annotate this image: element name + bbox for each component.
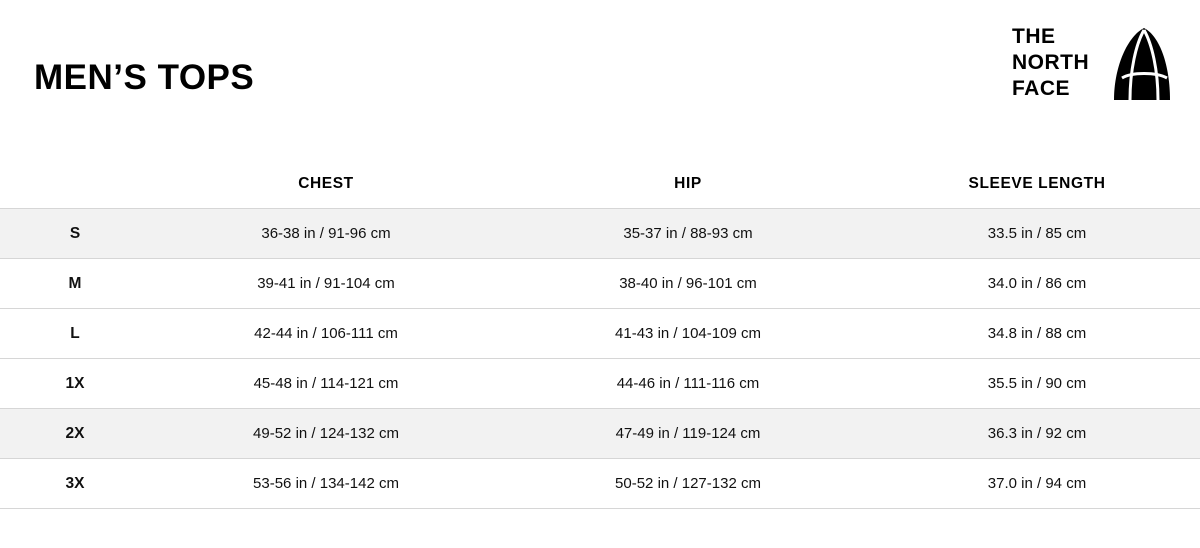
- cell-sleeve: 34.8 in / 88 cm: [874, 309, 1200, 359]
- cell-chest: 42-44 in / 106-111 cm: [150, 309, 502, 359]
- cell-chest: 45-48 in / 114-121 cm: [150, 359, 502, 409]
- cell-hip: 50-52 in / 127-132 cm: [502, 459, 874, 509]
- cell-hip: 38-40 in / 96-101 cm: [502, 259, 874, 309]
- cell-chest: 53-56 in / 134-142 cm: [150, 459, 502, 509]
- cell-sleeve: 34.0 in / 86 cm: [874, 259, 1200, 309]
- table-body: [0, 209, 1200, 509]
- cell-size: 2X: [0, 409, 150, 459]
- size-chart-table: [0, 160, 1200, 509]
- cell-hip: 44-46 in / 111-116 cm: [502, 359, 874, 409]
- cell-size: L: [0, 309, 150, 359]
- table-header: [0, 160, 1200, 209]
- table-bottom-divider: [0, 508, 1200, 509]
- cell-hip: 47-49 in / 119-124 cm: [502, 409, 874, 459]
- column-header-chest: CHEST: [150, 160, 502, 209]
- table-row: [0, 459, 1200, 509]
- table-row: [0, 259, 1200, 309]
- table-row: [0, 209, 1200, 259]
- svg-text:THE: THE: [1012, 25, 1056, 48]
- the-north-face-logo: [1010, 22, 1170, 110]
- cell-size: S: [0, 209, 150, 259]
- table-row: [0, 309, 1200, 359]
- cell-hip: 35-37 in / 88-93 cm: [502, 209, 874, 259]
- table-header-row: [0, 160, 1200, 209]
- table-row: [0, 409, 1200, 459]
- svg-text:NORTH: NORTH: [1012, 51, 1090, 74]
- column-header-sleeve-length: SLEEVE LENGTH: [874, 160, 1200, 209]
- cell-sleeve: 35.5 in / 90 cm: [874, 359, 1200, 409]
- table-row: [0, 359, 1200, 409]
- cell-chest: 39-41 in / 91-104 cm: [150, 259, 502, 309]
- column-header-hip: HIP: [502, 160, 874, 209]
- page-title: MEN’S TOPS: [34, 58, 255, 97]
- cell-size: 1X: [0, 359, 150, 409]
- cell-hip: 41-43 in / 104-109 cm: [502, 309, 874, 359]
- cell-size: M: [0, 259, 150, 309]
- cell-chest: 36-38 in / 91-96 cm: [150, 209, 502, 259]
- cell-chest: 49-52 in / 124-132 cm: [150, 409, 502, 459]
- cell-sleeve: 37.0 in / 94 cm: [874, 459, 1200, 509]
- column-header-size: [0, 160, 150, 209]
- cell-size: 3X: [0, 459, 150, 509]
- svg-text:FACE: FACE: [1012, 77, 1071, 100]
- cell-sleeve: 33.5 in / 85 cm: [874, 209, 1200, 259]
- cell-sleeve: 36.3 in / 92 cm: [874, 409, 1200, 459]
